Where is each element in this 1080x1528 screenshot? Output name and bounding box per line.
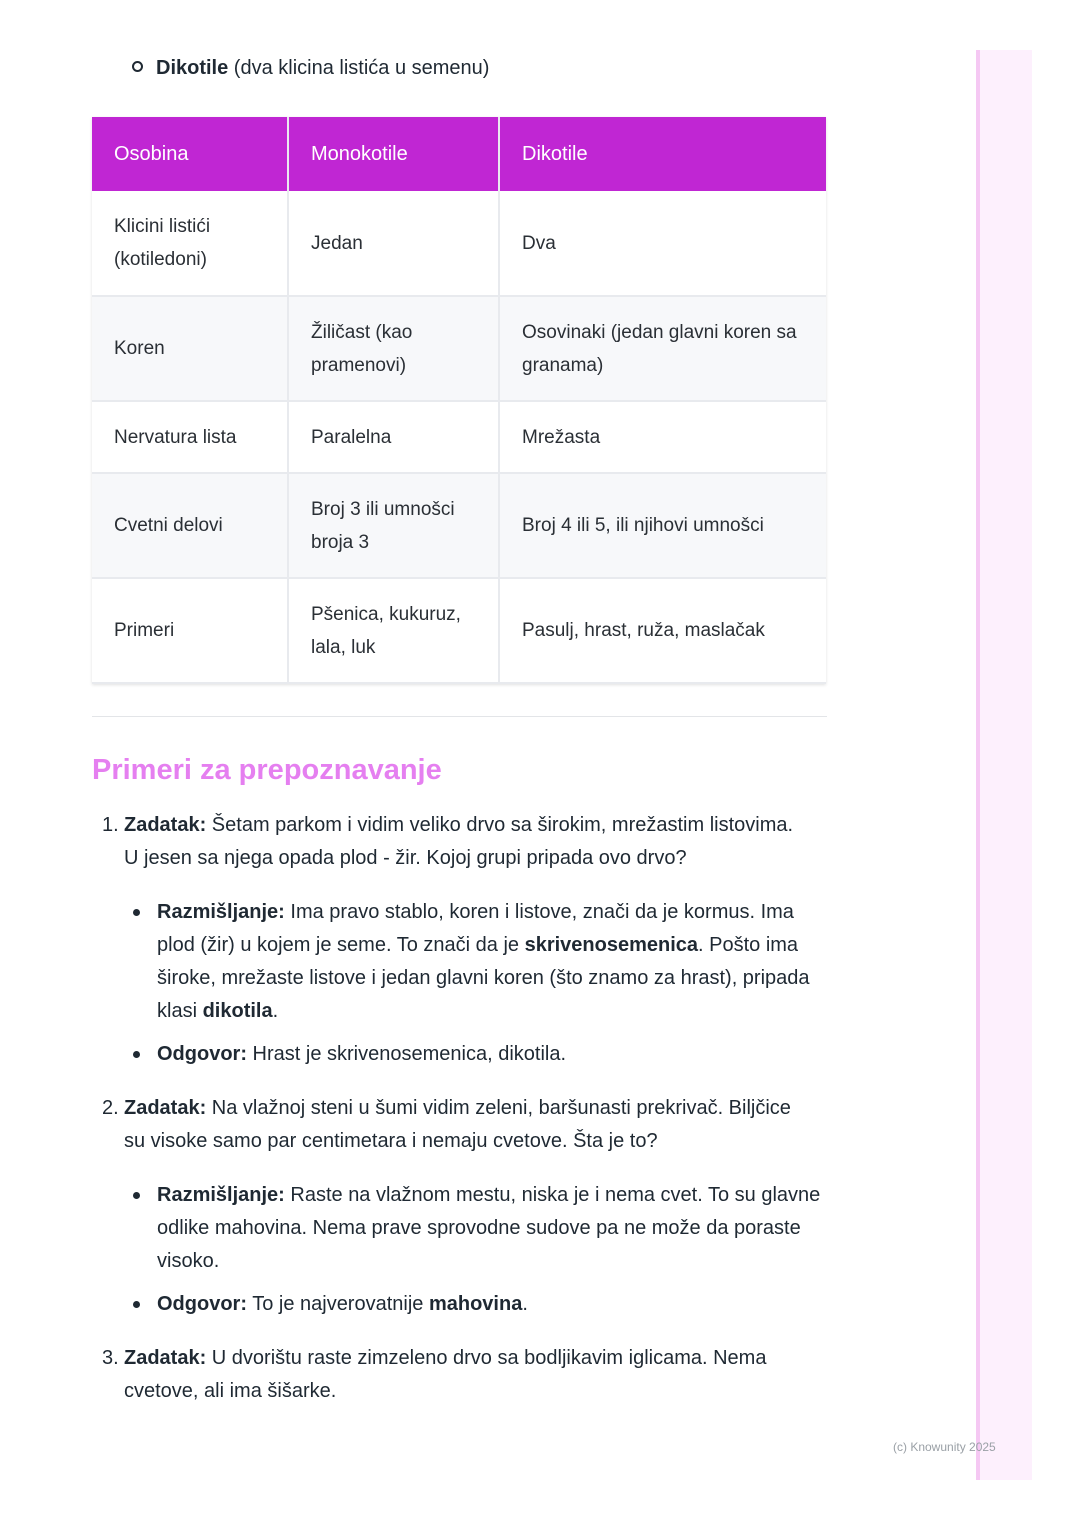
answer-bold: mahovina [428,1293,523,1315]
task-2-answer [133,1288,825,1321]
table-cell: Pšenica, kukuruz, lala, luk [288,578,499,683]
table-cell: Dva [499,191,826,296]
task-number: 3. [102,1347,119,1369]
answer-text: Hrast je skrivenosemenica, dikotila. [247,1043,567,1065]
task-number: 1. [102,814,119,836]
reasoning-bold: dikotila [202,1000,273,1022]
table-cell: Osovinaki (jedan glavni koren sa granama) [499,296,826,401]
table-row [92,473,826,578]
page-margin-line [976,50,980,1480]
table-cell: Cvetni delovi [92,473,288,578]
table-header-cell: Osobina [92,117,288,191]
table-cell: Pasulj, hrast, ruža, maslačak [499,578,826,683]
table-header-row [92,117,826,191]
table-cell: Paralelna [288,401,499,473]
table-row [92,191,826,296]
task-text: Na vlažnoj steni u šumi vidim zeleni, baršunasti prekrivač. Biljčice [206,1097,791,1119]
reasoning-text: Ima pravo stablo, koren i listove, znači da je kormus. Ima plod (žir) u kojem je seme. To znači da je [157,901,794,956]
task-1-reasoning [133,896,825,1028]
table-cell: Mrežasta [499,401,826,473]
task-1-answer [133,1038,825,1071]
task-label: Zadatak: [124,1097,207,1119]
bullet-icon [133,909,140,916]
table-cell: Koren [92,296,288,401]
task-1 [102,809,828,875]
table-row [92,296,826,401]
reasoning-bold: skrivenosemenica [524,934,699,956]
table-cell: Broj 4 ili 5, ili njihovi umnošci [499,473,826,578]
task-text-cont: su visoke samo par centimetara i nemaju cvetove. Šta je to? [124,1130,658,1152]
table-row [92,401,826,473]
horizontal-divider [92,716,827,717]
table-cell: Klicini listići (kotiledoni) [92,191,288,296]
section-title: Primeri za prepoznavanje [92,754,442,786]
reasoning-text: . Pošto ima široke, mrežaste listove i jedan glavni koren (što znamo za hrast), pripada klasi [157,934,810,1022]
bullet-icon [133,1192,140,1199]
bullet-icon [133,1301,140,1308]
table-row [92,578,826,683]
task-label: Zadatak: [124,814,207,836]
task-number: 2. [102,1097,119,1119]
table-cell: Broj 3 ili umnošci broja 3 [288,473,499,578]
table-cell: Primeri [92,578,288,683]
intro-text: (dva klicina listića u semenu) [228,57,490,79]
table-cell: Žiličast (kao pramenovi) [288,296,499,401]
table-cell: Jedan [288,191,499,296]
reasoning-label: Razmišljanje: [157,901,285,923]
answer-label: Odgovor: [157,1293,247,1315]
page-margin-strip [976,50,1032,1480]
copyright-footer: (c) Knowunity 2025 [893,1440,996,1454]
reasoning-text: . [272,1000,279,1022]
reasoning-label: Razmišljanje: [157,1184,285,1206]
reasoning-text: Raste na vlažnom mestu, niska je i nema cvet. To su glavne odlike mahovina. Nema prave sprovodne sudove pa ne može da poraste visoko. [157,1184,821,1272]
bullet-icon [133,1051,140,1058]
task-text-cont: cvetove, ali ima šišarke. [124,1380,337,1402]
task-text-cont: U jesen sa njega opada plod - žir. Kojoj grupi pripada ovo drvo? [124,847,687,869]
hollow-bullet-icon [132,61,143,72]
table-header-cell: Dikotile [499,117,826,191]
task-text: U dvorištu raste zimzeleno drvo sa bodljikavim iglicama. Nema [206,1347,767,1369]
answer-label: Odgovor: [157,1043,247,1065]
task-text: Šetam parkom i vidim veliko drvo sa širokim, mrežastim listovima. [206,814,794,836]
task-3 [102,1342,828,1408]
comparison-table [92,117,826,684]
table-cell: Nervatura lista [92,401,288,473]
task-2 [102,1092,828,1158]
list-item-dikotile [132,54,489,82]
answer-text: . [522,1293,528,1315]
table-header-cell: Monokotile [288,117,499,191]
task-2-reasoning [133,1179,825,1278]
intro-bold: Dikotile [156,57,229,79]
answer-text: To je najverovatnije [247,1293,429,1315]
task-label: Zadatak: [124,1347,207,1369]
